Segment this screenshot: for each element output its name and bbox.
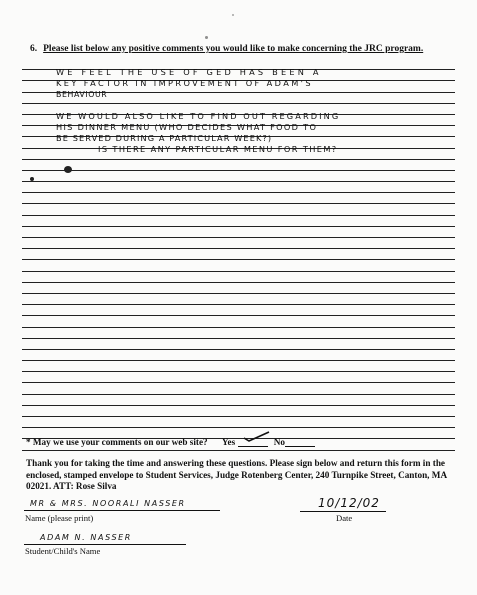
ruled-line: [22, 204, 455, 215]
ruled-line: [22, 260, 455, 271]
ruled-line: [22, 283, 455, 294]
ruled-line: [22, 238, 455, 249]
ink-speck: [205, 36, 208, 39]
ruled-line: [22, 182, 455, 193]
ruled-line: [22, 350, 455, 361]
comment-line-1: WE FEEL THE USE OF GED HAS BEEN A: [56, 67, 322, 77]
question-6-heading: [30, 44, 423, 54]
web-site-question-text: * May we use your comments on our web site?: [26, 437, 208, 447]
checkmark-icon: [242, 429, 272, 443]
comment-line-2: KEY FACTOR IN IMPROVEMENT OF ADAM'S: [56, 78, 313, 88]
ruled-line: [22, 272, 455, 283]
comment-line-5: HIS DINNER MENU (WHO DECIDES WHAT FOOD TO: [56, 122, 318, 132]
ruled-line: [22, 383, 455, 394]
ink-speck: [232, 14, 234, 16]
ruled-line: [22, 395, 455, 406]
ruled-line: [22, 294, 455, 305]
ruled-line: [22, 361, 455, 372]
student-name-value: ADAM N. NASSER: [40, 533, 132, 542]
comment-line-6: BE SERVED DURING A PARTICULAR WEEK?): [56, 133, 273, 143]
ruled-line: [22, 160, 455, 171]
ruled-line: [22, 249, 455, 260]
ruled-line: [22, 227, 455, 238]
no-blank: [285, 437, 315, 447]
ruled-line: [22, 406, 455, 417]
student-signature-line: [24, 544, 186, 545]
ruled-line: [22, 417, 455, 428]
ruled-line: [22, 339, 455, 350]
ruled-line: [22, 171, 455, 182]
comment-line-7: IS THERE ANY PARTICULAR MENU FOR THEM?: [98, 144, 338, 154]
yes-option[interactable]: Yes: [222, 437, 268, 447]
ink-smudge: [64, 166, 72, 173]
return-instructions: Thank you for taking the time and answering these questions. Please sign below and return this form in the enclosed, stamped envelope to Student Services, Judge Rotenberg Center, 240 Turnpike Street, Canton, MA 02021. ATT: Rose Silva: [26, 458, 447, 492]
name-label: Name (please print): [25, 513, 94, 523]
comment-line-4: WE WOULD ALSO LIKE TO FIND OUT REGARDING: [56, 111, 341, 121]
ink-smudge: [30, 177, 34, 181]
ruled-line: [22, 328, 455, 339]
ruled-line: [22, 216, 455, 227]
date-value: 10/12/02: [318, 496, 380, 510]
date-label: Date: [336, 513, 353, 523]
ruled-line: [22, 193, 455, 204]
no-option[interactable]: No: [274, 437, 315, 447]
question-number: 6.: [30, 44, 38, 54]
ruled-line: [22, 372, 455, 383]
date-line: [300, 511, 386, 512]
ruled-line: [22, 316, 455, 327]
comment-line-3: BEHAVIOUR: [56, 90, 108, 99]
name-signature-line: [24, 510, 220, 511]
student-name-label: Student/Child's Name: [25, 546, 101, 556]
ruled-line: [22, 305, 455, 316]
question-text: Please list below any positive comments you would like to make concerning the JRC program.: [43, 44, 424, 54]
parent-name-value: MR & MRS. NOORALI NASSER: [30, 499, 186, 508]
